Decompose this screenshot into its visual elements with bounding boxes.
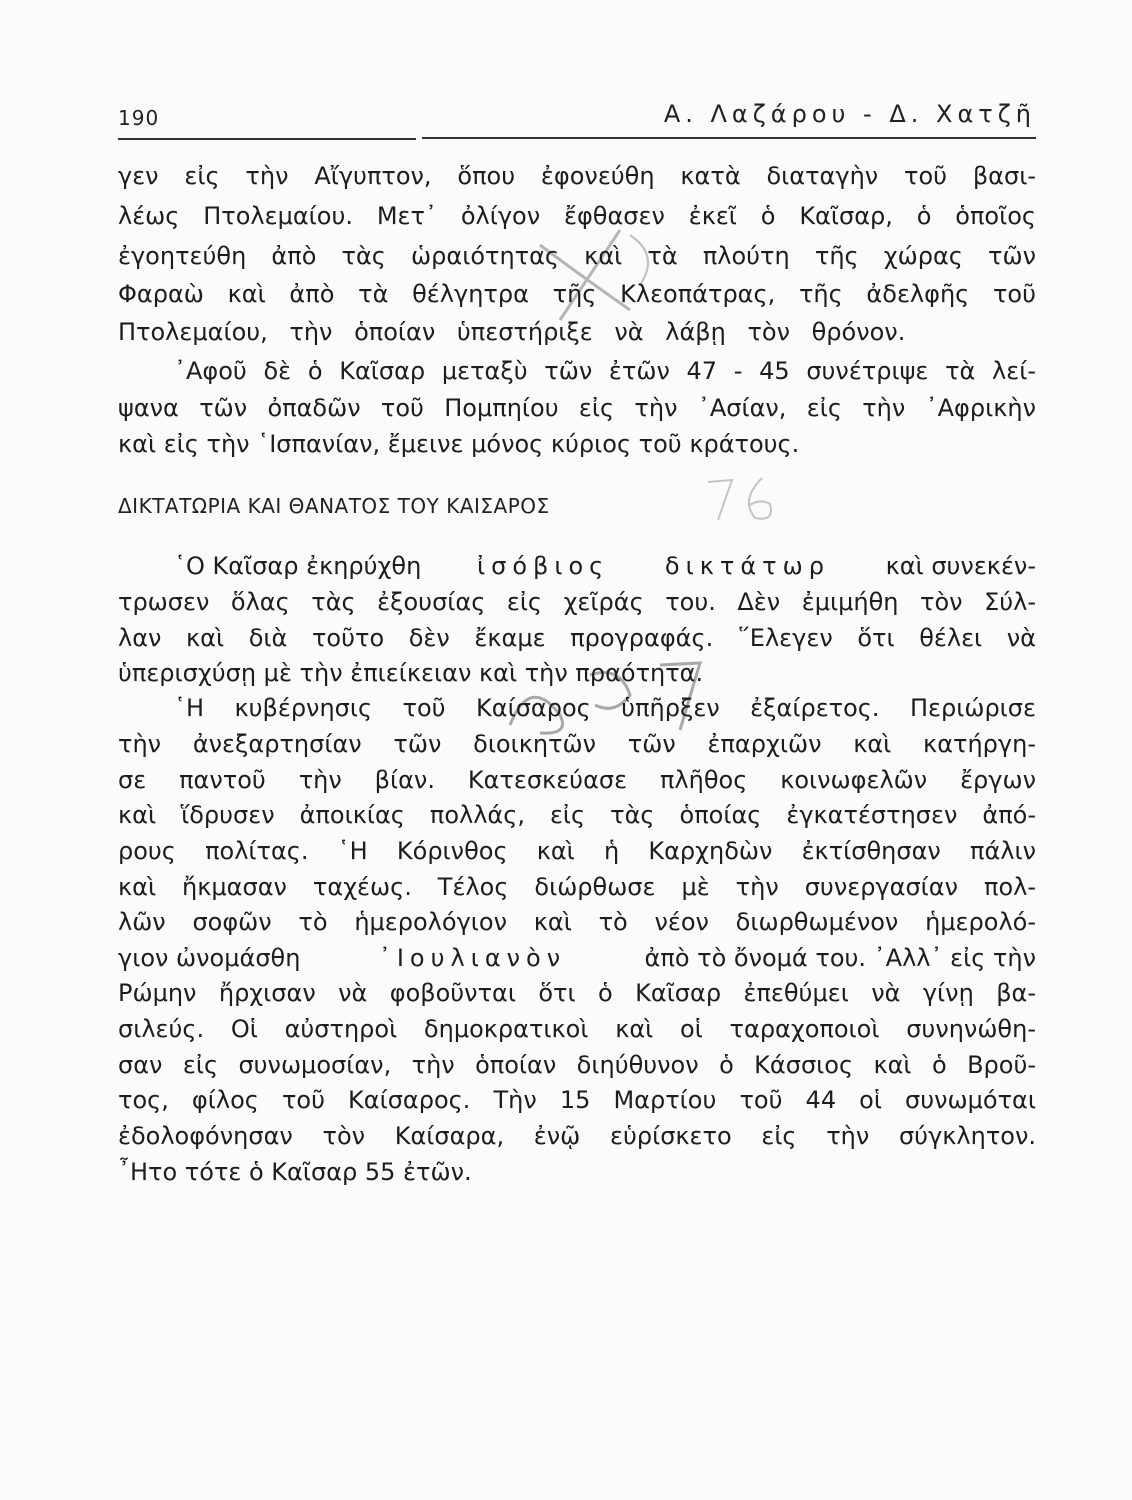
text-line: ὑπερισχύσῃ μὲ τὴν ἐπιείκειαν καὶ τὴν πραότητα. (118, 659, 704, 687)
text-line: ρους πολίτας. ῾Η Κόρινθος καὶ ἡ Καρχηδὼν ἐκτίσθησαν πάλιν (118, 837, 1036, 865)
text-line: ψανα τῶν ὀπαδῶν τοῦ Πομπηίου εἰς τὴν ᾽Ασίαν, εἰς τὴν ᾽Αφρικὴν (118, 394, 1036, 422)
text-line: λαν καὶ διὰ τοῦτο δὲν ἔκαμε προγραφάς. ῞Ελεγεν ὅτι θέλει νὰ (118, 624, 1036, 652)
text-line: ἐγοητεύθη ἀπὸ τὰς ὡραιότητας καὶ τὰ πλούτη τῆς χώρας τῶν (118, 242, 1036, 270)
emphasized-text: ᾽Ιουλιανὸν (378, 944, 567, 972)
text-line: σε παντοῦ τὴν βίαν. Κατεσκεύασε πλῆθος κοινωφελῶν ἔργων (118, 766, 1036, 794)
text-line: λέως Πτολεμαίου. Μετ᾽ ὀλίγον ἔφθασεν ἐκεῖ ὁ Καῖσαρ, ὁ ὁποῖος (118, 202, 1036, 230)
page-header (118, 100, 1036, 142)
text-line (174, 550, 1036, 582)
emphasized-text: ἰσόβιος (477, 552, 610, 580)
header-rule (422, 137, 1036, 139)
text-line: Ρώμην ἤρχισαν νὰ φοβοῦνται ὅτι ὁ Καῖσαρ ἐπεθύμει νὰ γίνῃ βα- (118, 979, 1036, 1007)
text-line: τὴν ἀνεξαρτησίαν τῶν διοικητῶν τῶν ἐπαρχιῶν καὶ κατήργη- (118, 730, 1036, 758)
text-run: γιον ὠνομάσθη (118, 944, 301, 972)
text-line: καὶ ἤκμασαν ταχέως. Τέλος διώρθωσε μὲ τὴν συνεργασίαν πολ- (118, 873, 1036, 901)
text-line (118, 942, 1036, 974)
text-line: γεν εἰς τὴν Αἴγυπτον, ὅπου ἐφονεύθη κατὰ διαταγὴν τοῦ βασι- (118, 162, 1036, 190)
text-run: καὶ συνεκέν- (885, 552, 1036, 580)
text-line: καὶ ἵδρυσεν ἀποικίας πολλάς, εἰς τὰς ὁποίας ἐγκατέστησεν ἀπό- (118, 801, 1036, 829)
page-number: 190 (118, 106, 160, 130)
text-line: σιλεύς. Οἱ αὐστηροὶ δημοκρατικοὶ καὶ οἱ ταραχοποιοὶ συνηνώθη- (118, 1015, 1036, 1043)
text-line: καὶ εἰς τὴν ῾Ισπανίαν, ἔμεινε μόνος κύριος τοῦ κράτους. (118, 430, 800, 458)
text-run: ῾Ο Καῖσαρ ἐκηρύχθη (174, 552, 422, 580)
pencil-annotation (700, 470, 790, 530)
text-line: τρωσεν ὅλας τὰς ἐξουσίας εἰς χεῖράς του. Δὲν ἐμιμήθη τὸν Σύλ- (118, 588, 1036, 616)
header-rule (118, 138, 416, 140)
emphasized-text: δικτάτωρ (664, 552, 830, 580)
text-line: Πτολεμαίου, τὴν ὁποίαν ὑπεστήριξε νὰ λάβῃ τὸν θρόνον. (118, 318, 906, 346)
text-line: σαν εἰς συνωμοσίαν, τὴν ὁποίαν διηύθυνον ὁ Κάσσιος καὶ ὁ Βροῦ- (118, 1051, 1036, 1079)
text-line: ᾽Αφοῦ δὲ ὁ Καῖσαρ μεταξὺ τῶν ἐτῶν 47 - 45 συνέτριψε τὰ λεί- (174, 357, 1036, 385)
text-line: λῶν σοφῶν τὸ ἡμερολόγιον καὶ τὸ νέον διωρθωμένον ἡμερολό- (118, 908, 1036, 936)
text-run: ἀπὸ τὸ ὄνομά του. ᾽Αλλ᾽ εἰς τὴν (644, 944, 1036, 972)
text-line: ῏Ητο τότε ὁ Καῖσαρ 55 ἐτῶν. (118, 1158, 472, 1186)
section-heading: ΔΙΚΤΑΤΩΡΙΑ ΚΑΙ ΘΑΝΑΤΟΣ ΤΟΥ ΚΑΙΣΑΡΟΣ (118, 494, 550, 518)
text-line: τος, φίλος τοῦ Καίσαρος. Τὴν 15 Μαρτίου τοῦ 44 οἱ συνωμόται (118, 1086, 1036, 1114)
running-head: Α. Λαζάρου - Δ. Χατζῆ (663, 100, 1036, 128)
text-line: Φαραὼ καὶ ἀπὸ τὰ θέλγητρα τῆς Κλεοπάτρας, τῆς ἀδελφῆς τοῦ (118, 280, 1036, 308)
text-line: ἐδολοφόνησαν τὸν Καίσαρα, ἐνῷ εὑρίσκετο εἰς τὴν σύγκλητον. (118, 1122, 1036, 1150)
text-line: ῾Η κυβέρνησις τοῦ Καίσαρος ὑπῆρξεν ἐξαίρετος. Περιώρισε (174, 694, 1036, 722)
